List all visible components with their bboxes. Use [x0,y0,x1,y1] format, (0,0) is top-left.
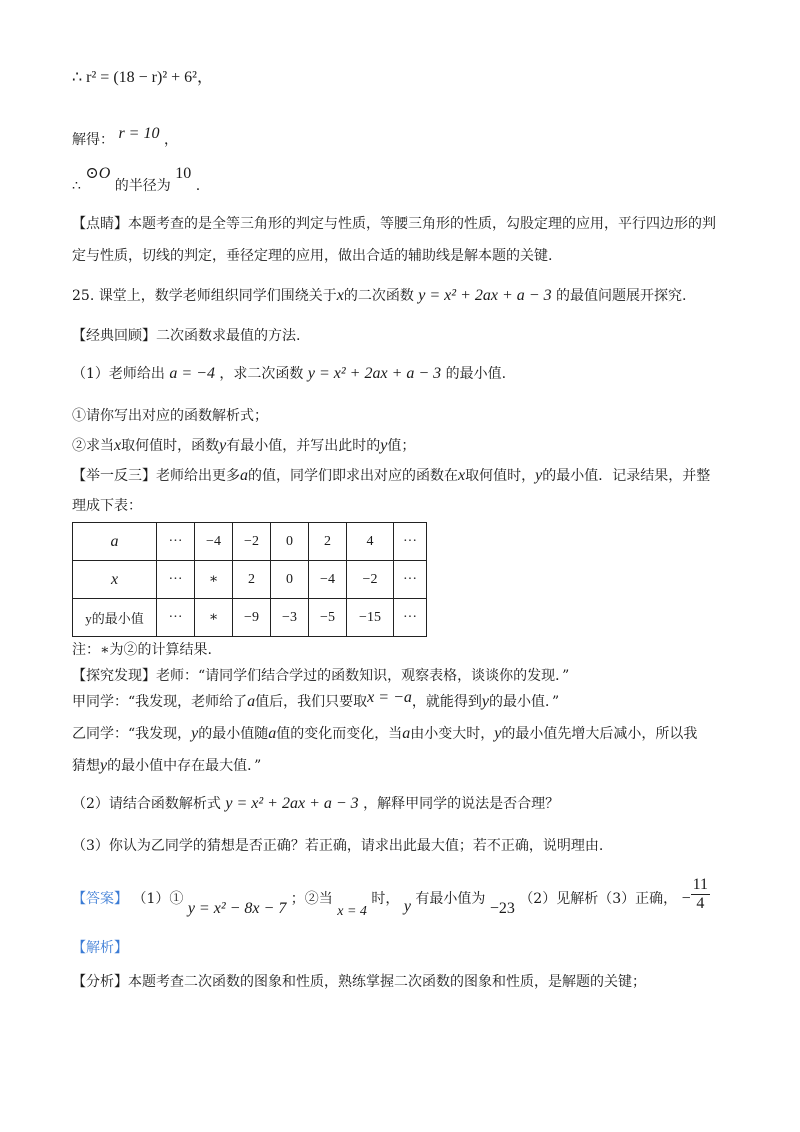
question-25-line [72,286,686,306]
table-cell: ··· [394,523,427,561]
dianjing-line-2: 定与性质，切线的判定，垂径定理的应用，做出合适的辅助线是解本题的关键. [72,248,553,264]
answer-part-1: （1）① [132,890,184,907]
fraction-denominator: 4 [696,895,705,912]
yi-text-c: 值的变化而变化，当 [276,726,403,742]
jia-text-c: ，就能得到 [411,694,482,710]
answer-tag: 【答案】 [72,890,128,907]
table-cell: x [73,561,157,599]
table-cell: ··· [157,523,195,561]
jia-a: a [247,693,256,710]
answer-part-4: 有最小值为 [415,890,486,907]
results-table [72,522,427,637]
jia-text-a: 甲同学：“我发现，老师给了 [72,694,248,710]
therefore-symbol: ∴ [72,178,81,194]
q25-text-a: 25. 课堂上，数学老师组织同学们围绕关于 [72,288,337,304]
table-cell: −2 [347,561,394,599]
extension-line-1 [72,466,710,486]
table-cell: −4 [309,561,347,599]
answer-fraction [691,876,710,913]
ext-text-3: 取何值时， [465,468,536,484]
p1-text-b: ，求二次函数 [219,366,304,382]
answer-part-5: （2）见解析（3）正确， [519,890,678,907]
answer-function: y = x² − 8x − 7 [187,899,287,917]
solve-line [72,124,178,148]
table-cell: 2 [309,523,347,561]
p2-text-b: ，解释甲同学的说法是否合理？ [363,796,560,812]
q25-x: x [336,287,344,304]
discovery-line: 【探究发现】老师：“请同学们结合学过的函数知识，观察表格，谈谈你的发现．” [72,668,570,684]
dianjing-line-1: 【点睛】本题考查的是全等三角形的判定与性质，等腰三角形的性质，勾股定理的应用，平行四边形的判 [72,216,716,232]
table-cell: ∗ [195,599,233,637]
yi2-text-b: 的最小值中存在最大值．” [107,758,262,774]
p1-text-a: （1）老师给出 [72,366,165,382]
yi2-text-a: 猜想 [72,758,100,774]
q25-text-b: 的二次函数 [343,288,414,304]
table-cell: 2 [233,561,271,599]
student-yi-line-1 [72,724,697,744]
table-cell: 4 [347,523,394,561]
analysis-line: 【分析】本题考查二次函数的图象和性质，熟练掌握二次函数的图象和性质，是解题的关键； [72,974,646,990]
ext-text-1: 【举一反三】老师给出更多 [72,468,240,484]
table-cell: ∗ [195,561,233,599]
table-cell: −5 [309,599,347,637]
part-3-line: （3）你认为乙同学的猜想是否正确？若正确，请求出此最大值；若不正确，说明理由. [72,838,604,854]
classic-review: 【经典回顾】二次函数求最值的方法. [72,328,301,344]
yi2-y: y [100,757,108,774]
s2-text-c: 有最小值，并写出此时的 [226,438,381,454]
s2-y: y [219,437,227,454]
table-cell: −15 [347,599,394,637]
p1-text-c: 的最小值. [445,366,507,382]
yi-y2: y [494,725,502,742]
table-row [73,523,427,561]
radius-text: 的半径为 [114,178,171,194]
table-cell: −9 [233,599,271,637]
ext-y: y [535,467,543,484]
part-2-line [72,794,559,814]
p2-text-a: （2）请结合函数解析式 [72,796,221,812]
s2-text-b: 取何值时，函数 [121,438,220,454]
circle-o: ⊙O [85,165,111,182]
yi-text-b: 的最小值随 [198,726,269,742]
solve-math: r = 10 [118,125,160,142]
yi-text-a: 乙同学：“我发现， [72,726,192,742]
ext-text-4: 的最小值．记录结果，并整 [542,468,711,484]
equation-text: ∴ r² = (18 − r)² + 6²， [72,69,213,86]
table-cell: ··· [394,561,427,599]
radius-tail: . [195,178,201,194]
table-cell: −3 [271,599,309,637]
s2-x: x [114,437,122,454]
table-row [73,599,427,637]
answer-x-value: x = 4 [337,903,367,919]
radius-line [72,165,201,194]
answer-part-3: 时， [371,890,400,907]
table-cell: −2 [233,523,271,561]
answer-part-2: ；②当 [290,890,333,907]
jia-y: y [481,693,489,710]
sub-question-2 [72,436,415,456]
table-note: 注：∗为②的计算结果. [72,642,212,658]
answer-line [72,876,710,919]
yi-a: a [268,725,277,742]
p1-function: y = x² + 2ax + a − 3 [307,365,442,382]
table-cell: y的最小值 [73,599,157,637]
jia-text-d: 的最小值．” [488,694,560,710]
solve-label: 解得： [72,132,114,148]
table-row [73,561,427,599]
equation-line-1 [72,68,213,88]
table-cell: ··· [157,561,195,599]
solve-tail: ， [163,132,178,148]
jia-text-b: 值后，我们只要取 [255,694,368,710]
student-yi-line-2 [72,756,261,776]
p1-a-value: a = −4 [169,365,215,382]
ext-x: x [458,467,466,484]
part-1-line [72,364,506,384]
table-cell: 0 [271,561,309,599]
fraction-numerator: 11 [692,876,709,893]
answer-fraction-sign: − [681,889,691,907]
sub-question-1: ①请你写出对应的函数解析式； [72,408,268,424]
answer-min-value: −23 [489,899,515,917]
jia-math: x = −a [367,689,412,706]
yi-y: y [191,725,199,742]
q25-text-c: 的最值问题展开探究. [556,288,687,304]
yi-text-e: 的最小值先增大后减小，所以我 [501,726,698,742]
ext-a: a [240,467,248,484]
table-cell: 0 [271,523,309,561]
answer-y: y [403,897,411,915]
table-cell: a [73,523,157,561]
yi-a2: a [402,725,411,742]
s2-text-a: ②求当 [72,438,114,454]
q25-function: y = x² + 2ax + a − 3 [418,287,552,304]
s2-text-d: 值； [387,438,416,454]
table-cell: ··· [394,599,427,637]
p2-function: y = x² + 2ax + a − 3 [225,795,359,812]
yi-text-d: 由小变大时， [410,726,495,742]
extension-line-2: 理成下表： [72,498,142,514]
s2-y2: y [380,437,388,454]
student-jia-line [72,689,560,712]
radius-value: 10 [175,165,192,182]
ext-text-2: 的值，同学们即求出对应的函数在 [248,468,458,484]
table-cell: −4 [195,523,233,561]
analysis-tag: 【解析】 [72,940,128,956]
table-cell: ··· [157,599,195,637]
